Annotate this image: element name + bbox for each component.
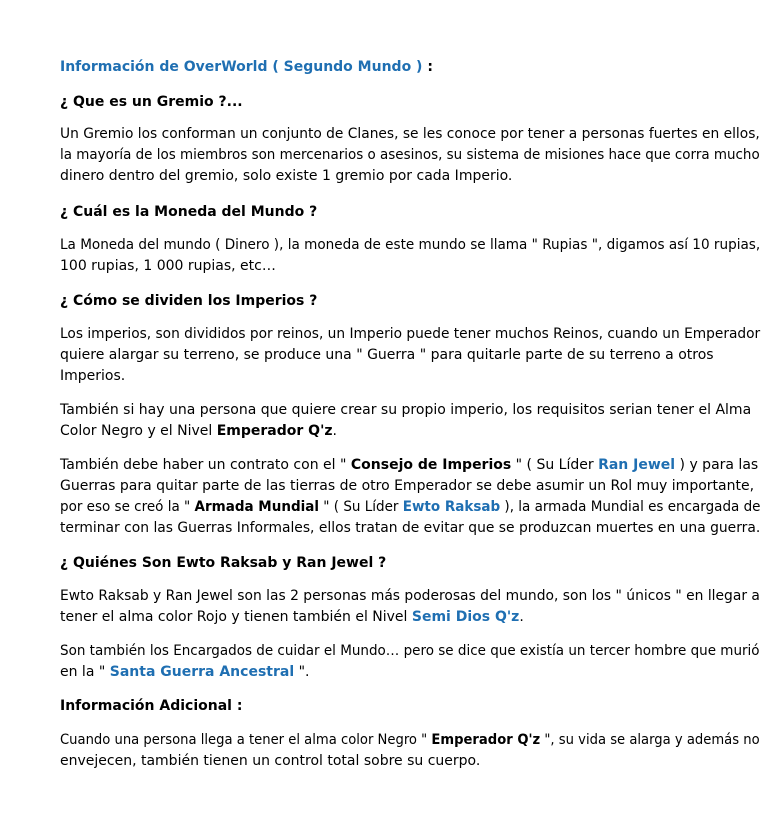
emperador-qz-label: Emperador Q'z	[216, 423, 333, 439]
paragraph-moneda-line-2: 100 rupias, 1 000 rupias, etc…	[60, 258, 276, 274]
consejo-de-imperios-label: Consejo de Imperios	[350, 457, 512, 473]
paragraph-encargados-line-2	[60, 662, 309, 683]
paragraph-imperios-line-1: Los imperios, son divididos por reinos, un Imperio puede tener muchos Reinos, cuando un Emperador	[60, 326, 761, 342]
text-segment: en la "	[60, 664, 110, 680]
paragraph-consejo-line-2: Guerras para quitar parte de las tierras de otro Emperador se debe asumir un Rol muy importante,	[60, 478, 755, 494]
text-segment: También debe haber un contrato con el "	[60, 457, 351, 473]
text-segment: ".	[294, 664, 310, 680]
paragraph-consejo-line-1	[60, 455, 758, 476]
paragraph-adicional-line-1	[60, 730, 760, 751]
paragraph-consejo-line-4: terminar con las Guerras Informales, ellos tratan de evitar que se produzcan muertes en una guerra.	[60, 520, 761, 536]
paragraph-alma-line-2	[60, 421, 337, 442]
paragraph-gremio-line-2: la mayoría de los miembros son mercenarios o asesinos, su sistema de misiones hace que corra mucho	[60, 147, 760, 163]
text-segment: ", su vida se alarga y además no	[540, 732, 760, 748]
paragraph-consejo-line-3	[60, 497, 760, 518]
paragraph-gremio-line-3: dinero dentro del gremio, solo existe 1 gremio por cada Imperio.	[60, 168, 513, 184]
armada-mundial-label: Armada Mundial	[194, 499, 319, 515]
text-segment: " ( Su Líder	[318, 499, 403, 515]
ewto-raksab-name: Ewto Raksab	[402, 499, 501, 515]
paragraph-gremio-line-1: Un Gremio los conforman un conjunto de Clanes, se les conoce por tener a personas fuertes en ellos,	[60, 126, 760, 142]
question-quienes: ¿ Quiénes Son Ewto Raksab y Ran Jewel ?	[60, 555, 387, 571]
santa-guerra-ancestral-label: Santa Guerra Ancestral	[109, 664, 295, 680]
paragraph-alma-line-1: También si hay una persona que quiere crear su propio imperio, los requisitos serian tener el Alma	[60, 402, 752, 418]
title-colon: :	[422, 59, 433, 75]
question-moneda: ¿ Cuál es la Moneda del Mundo ?	[60, 204, 318, 220]
ran-jewel-name: Ran Jewel	[598, 457, 676, 473]
emperador-qz-label-2: Emperador Q'z	[431, 732, 541, 748]
semi-dios-qz-label: Semi Dios Q'z	[411, 609, 520, 625]
document-title	[60, 57, 433, 78]
text-segment: ) y para las	[675, 457, 759, 473]
text-segment: ), la armada Mundial es encargada de	[500, 499, 761, 515]
text-segment: por eso se creó la "	[60, 499, 195, 515]
text-segment: .	[519, 609, 524, 625]
paragraph-adicional-line-2: envejecen, también tienen un control total sobre su cuerpo.	[60, 753, 481, 769]
paragraph-moneda-line-1: La Moneda del mundo ( Dinero ), la moneda de este mundo se llama " Rupias ", digamos así 10 rupias,	[60, 237, 761, 253]
paragraph-poderosas-line-1: Ewto Raksab y Ran Jewel son las 2 personas más poderosas del mundo, son los " únicos " en llegar a	[60, 588, 760, 604]
text-segment: Cuando una persona llega a tener el alma color Negro "	[60, 732, 432, 748]
question-gremio: ¿ Que es un Gremio ?...	[60, 94, 243, 110]
text-segment: .	[332, 423, 337, 439]
title-text: Información de OverWorld ( Segundo Mundo )	[60, 59, 423, 75]
text-segment: Color Negro y el Nivel	[60, 423, 217, 439]
question-imperios: ¿ Cómo se dividen los Imperios ?	[60, 293, 318, 309]
paragraph-imperios-line-3: Imperios.	[60, 368, 126, 384]
paragraph-poderosas-line-2	[60, 607, 524, 628]
heading-informacion-adicional: Información Adicional :	[60, 698, 243, 714]
paragraph-imperios-line-2: quiere alargar su terreno, se produce una " Guerra " para quitarle parte de su terreno a otros	[60, 347, 714, 363]
paragraph-encargados-line-1: Son también los Encargados de cuidar el Mundo… pero se dice que existía un tercer hombre que murió	[60, 643, 760, 659]
text-segment: tener el alma color Rojo y tienen también el Nivel	[60, 609, 412, 625]
text-segment: " ( Su Líder	[511, 457, 599, 473]
